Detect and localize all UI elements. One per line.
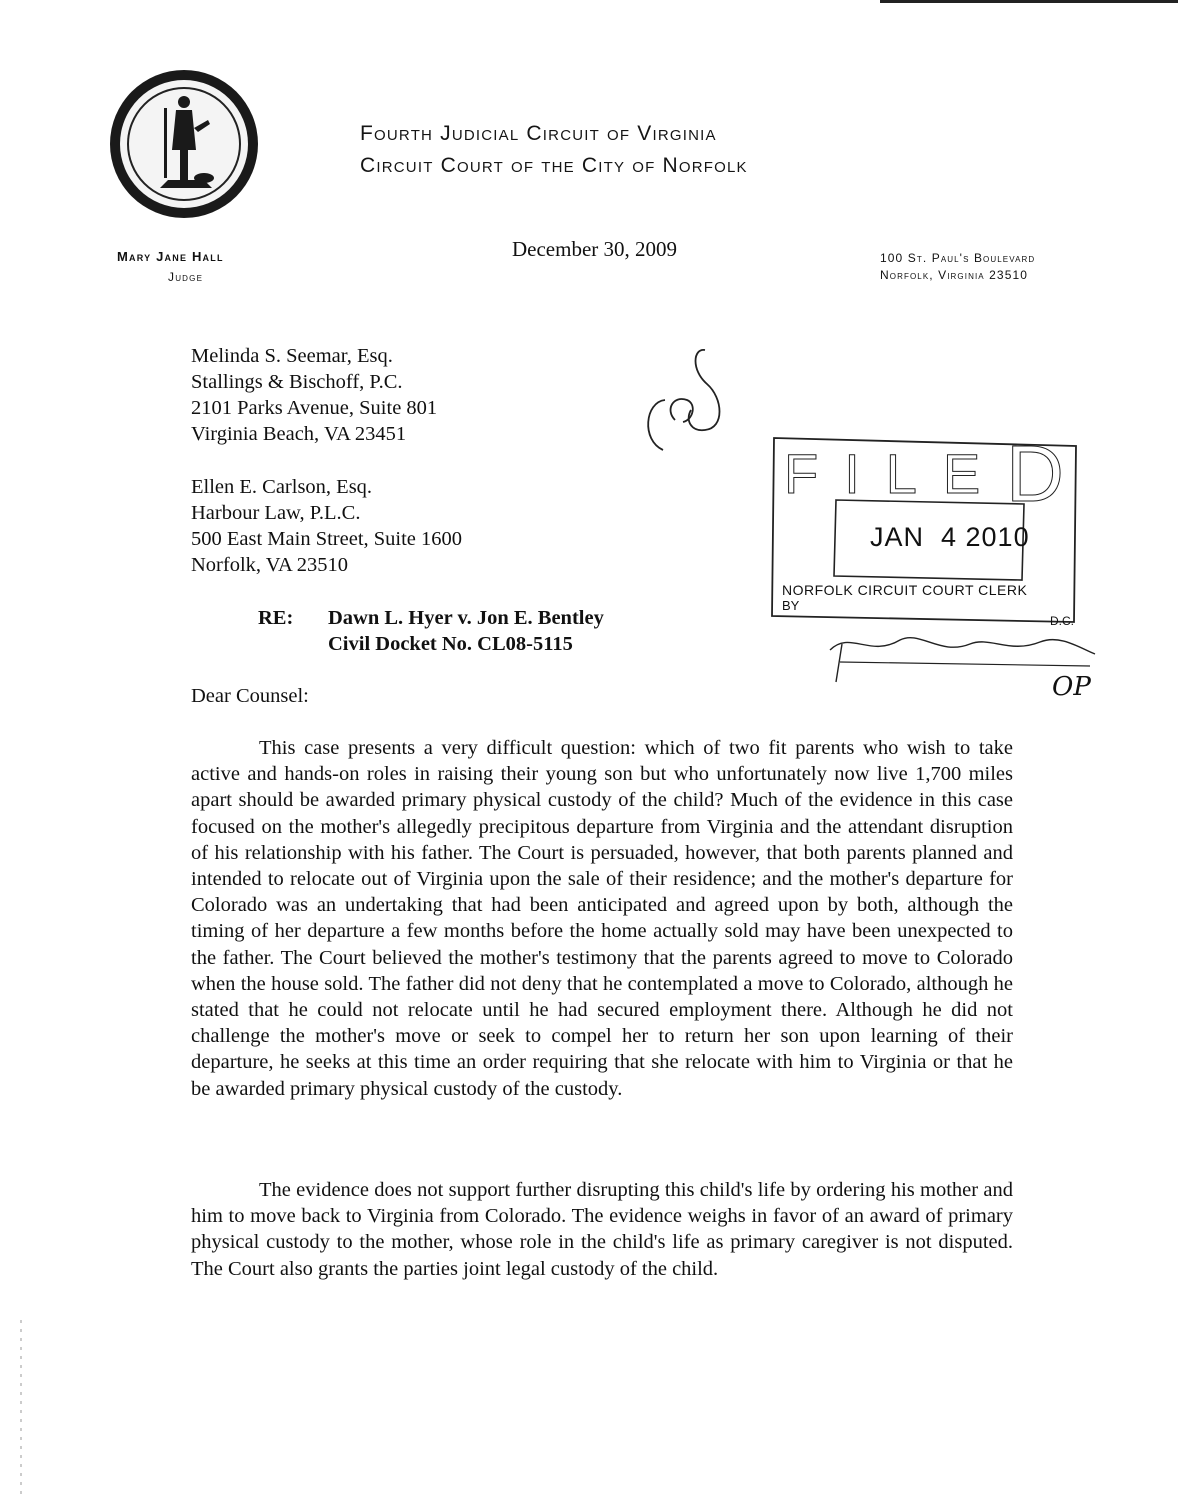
- recipient-firm: Harbour Law, P.L.C.: [191, 502, 361, 524]
- judge-name: Mary Jane Hall: [117, 249, 224, 264]
- judge-title: Judge: [168, 270, 204, 284]
- recipient-street: 2101 Parks Avenue, Suite 801: [191, 397, 438, 419]
- court-address-line-2: Norfolk, Virginia 23510: [880, 268, 1029, 282]
- body-paragraph: This case presents a very difficult question: which of two fit parents who wish to take active and hands-on roles in raising their young son but who unfortunately now live 1,700 miles apart should be awarded primary physical custody of the child? Much of the evidence in this case focused on the mother's allegedly precipitous departure from Virginia and the attendant disruption of his relationship with his father. The Court is persuaded, however, that both parents planned and intended to relocate out of Virginia upon the sale of their residence; and the mother's departure for Colorado was an undertaking that had been anticipated and agreed upon by both, although the timing of her departure a few months before the home actually sold may have been unexpected to the father. The Court believed the mother's testimony that the parents agreed to move to Colorado when the house sold. The father did not deny that he contemplated a move to Colorado, although he stated that he could not relocate until he had secured employment there. Although he did not challenge the mother's move or seek to compel her to return her son upon learning of their departure, he seeks at this time an order requiring that she relocate with him to Virginia or that he be awarded primary physical custody of the custody.: [191, 737, 1013, 1100]
- filed-letter: L: [885, 442, 917, 505]
- handwritten-mark-icon: [635, 340, 730, 465]
- re-case: Dawn L. Hyer v. Jon E. Bentley: [328, 607, 604, 629]
- filed-letter: E: [942, 442, 981, 505]
- re-block: [258, 605, 604, 657]
- recipient-firm: Stallings & Bischoff, P.C.: [191, 371, 403, 393]
- recipient-name: Melinda S. Seemar, Esq.: [191, 345, 393, 367]
- filed-letter: F: [784, 442, 819, 505]
- re-docket: Civil Docket No. CL08-5115: [328, 633, 573, 655]
- filed-letter: D: [1006, 429, 1064, 518]
- recipient-block: [191, 343, 437, 447]
- margin-scan-marks: [18, 1320, 24, 1495]
- recipient-block: [191, 474, 462, 578]
- court-line-2: Circuit Court of the City of Norfolk: [360, 154, 748, 177]
- salutation: Dear Counsel:: [191, 685, 309, 707]
- court-line-1: Fourth Judicial Circuit of Virginia: [360, 122, 717, 145]
- clerk-line: NORFOLK CIRCUIT COURT CLERK: [782, 582, 1028, 598]
- virginia-seal-icon: [108, 68, 260, 220]
- recipient-street: 500 East Main Street, Suite 1600: [191, 528, 463, 550]
- recipient-name: Ellen E. Carlson, Esq.: [191, 476, 373, 498]
- body-paragraph: The evidence does not support further disrupting this child's life by ordering his mother and him to move back to Virginia from Colorado. The evidence weighs in favor of an award of primary physical custody to the mother, whose role in the child's life as primary caregiver is not disputed. The Court also grants the parties joint legal custody of the child.: [191, 1179, 1013, 1280]
- filed-date: JAN 4 2010: [870, 522, 1030, 552]
- letter-date: December 30, 2009: [512, 237, 678, 261]
- re-label: RE:: [258, 607, 294, 629]
- recipient-city: Norfolk, VA 23510: [191, 554, 348, 576]
- court-address-line-1: 100 St. Paul's Boulevard: [880, 251, 1036, 265]
- filed-letter: I: [844, 442, 860, 505]
- filed-letters: [784, 429, 1064, 518]
- handwritten-initials: OP: [1052, 672, 1091, 702]
- top-edge-line: [880, 0, 1178, 3]
- filed-stamp: [770, 429, 1100, 709]
- by-label: BY: [782, 598, 800, 613]
- court-heading: [360, 118, 748, 182]
- dc-label: D.C.: [1050, 614, 1074, 628]
- recipient-city: Virginia Beach, VA 23451: [191, 423, 407, 445]
- court-address: [880, 250, 1035, 284]
